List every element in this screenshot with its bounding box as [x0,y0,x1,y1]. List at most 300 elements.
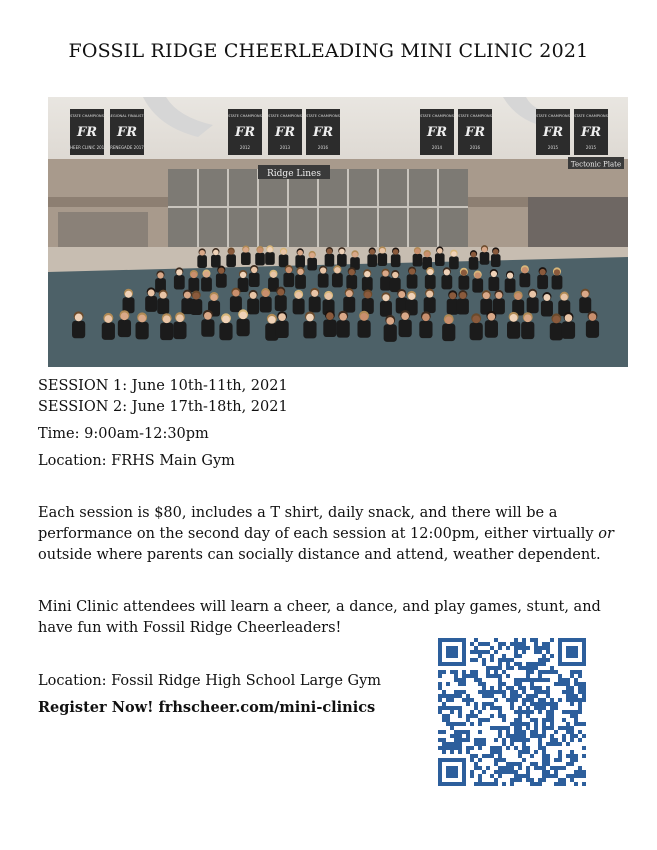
qr-module [574,770,578,774]
qr-module [510,762,514,766]
person [407,267,418,289]
qr-module [526,706,530,710]
qr-module [518,686,522,690]
qr-finder-inner [566,646,578,658]
qr-module [546,690,550,694]
banner-heading: STATE CHAMPIONS [306,114,340,118]
qr-module [518,662,522,666]
qr-module [522,774,526,778]
qr-module [538,678,542,682]
person [380,269,391,291]
qr-module [534,694,538,698]
qr-module [574,698,578,702]
qr-module [510,722,514,726]
person [527,289,539,314]
qr-module [538,710,542,714]
qr-module [574,682,578,686]
qr-module [438,698,442,702]
banner-logo: FR [312,125,334,140]
qr-module [486,702,490,706]
qr-module [438,694,442,698]
qr-module [458,710,462,714]
qr-module [486,650,490,654]
qr-module [582,690,586,694]
qr-module [454,730,458,734]
qr-module [546,742,550,746]
qr-module [518,754,522,758]
qr-module [458,714,462,718]
qr-module [538,686,542,690]
qr-module [438,738,442,742]
qr-module [454,722,458,726]
qr-module [518,766,522,770]
qr-module [514,718,518,722]
person [332,265,343,287]
qr-module [534,678,538,682]
qr-module [510,766,514,770]
qr-module [466,674,470,678]
qr-module [554,670,558,674]
qr-module [570,726,574,730]
qr-module [578,730,582,734]
qr-module [546,718,550,722]
qr-module [474,738,478,742]
qr-module [466,714,470,718]
qr-module [466,702,470,706]
qr-module [506,770,510,774]
qr-module [470,754,474,758]
person [145,287,157,312]
qr-module [522,702,526,706]
qr-module [450,698,454,702]
qr-module [454,746,458,750]
qr-module [526,646,530,650]
qr-module [446,722,450,726]
qr-module [510,742,514,746]
qr-module [498,754,502,758]
person [493,290,505,315]
banner-logo: FR [76,125,98,140]
person [442,314,455,341]
qr-module [502,694,506,698]
qr-module [450,742,454,746]
qr-module [470,746,474,750]
qr-module [542,654,546,658]
person [323,310,336,337]
qr-module [558,754,562,758]
qr-module [546,770,550,774]
qr-module [510,706,514,710]
qr-module [570,694,574,698]
qr-module [558,726,562,730]
person [541,292,553,317]
banner-heading: STATE CHAMPIONS [228,114,262,118]
qr-module [466,698,470,702]
banner [458,109,493,155]
banner-footer: CHEER CLINIC 2015 [67,145,107,150]
qr-module [578,738,582,742]
qr-module [510,770,514,774]
qr-module [582,698,586,702]
qr-module [514,730,518,734]
qr-module [542,730,546,734]
qr-module [578,686,582,690]
person [247,290,259,315]
person [550,313,563,340]
qr-module [542,746,546,750]
banner-heading: STATE CHAMPIONS [268,114,302,118]
qr-module [458,690,462,694]
qr-module [518,734,522,738]
qr-module [478,742,482,746]
banner [108,109,147,155]
qr-module [498,646,502,650]
qr-module [534,782,538,786]
qr-module [502,758,506,762]
person [201,310,214,337]
qr-module [578,710,582,714]
qr-module [542,706,546,710]
qr-module [446,746,450,750]
qr-module [538,742,542,746]
qr-module [446,742,450,746]
qr-module [522,734,526,738]
qr-module [514,698,518,702]
cost-text-italic: or [598,526,614,542]
qr-module [582,774,586,778]
qr-module [518,762,522,766]
qr-module [522,678,526,682]
qr-module [566,686,570,690]
qr-module [458,734,462,738]
qr-module [534,702,538,706]
page-title: FOSSIL RIDGE CHEERLEADING MINI CLINIC 2021 [68,40,589,62]
qr-module [582,782,586,786]
qr-code[interactable] [438,638,586,786]
person [174,267,185,289]
person [275,311,288,338]
qr-module [490,658,494,662]
qr-module [538,662,542,666]
qr-module [506,766,510,770]
activities-paragraph: Mini Clinic attendees will learn a cheer, a dance, and play games, stunt, and have fun with Fossil Ridge Cheerleaders! [38,599,601,636]
qr-module [546,686,550,690]
banner-footer: RENEGADE 2017 [110,145,144,150]
person [362,269,373,291]
qr-module [538,778,542,782]
qr-module [542,722,546,726]
banner-footer: 2016 [317,145,329,150]
qr-module [534,686,538,690]
qr-module [514,646,518,650]
person [216,266,227,288]
person [102,313,115,340]
qr-module [542,698,546,702]
qr-module [574,754,578,758]
qr-module [450,750,454,754]
qr-module [562,782,566,786]
qr-module [450,706,454,710]
qr-module [494,762,498,766]
qr-module [454,694,458,698]
qr-module [554,702,558,706]
qr-module [462,730,466,734]
qr-module [534,750,538,754]
qr-module [514,778,518,782]
qr-module [478,690,482,694]
cost-paragraph [38,503,628,566]
qr-module [442,750,446,754]
qr-module [542,734,546,738]
person [413,247,423,267]
qr-module [486,718,490,722]
qr-module [478,782,482,786]
qr-module [558,782,562,786]
qr-module [490,774,494,778]
qr-module [458,730,462,734]
qr-module [558,766,562,770]
qr-module [542,758,546,762]
qr-module [518,678,522,682]
qr-module [442,730,446,734]
qr-module [482,782,486,786]
qr-module [478,718,482,722]
qr-module [506,746,510,750]
qr-module [526,770,530,774]
qr-module [546,642,550,646]
qr-module [578,770,582,774]
qr-module [546,646,550,650]
qr-module [522,690,526,694]
qr-module [494,666,498,670]
qr-module [566,694,570,698]
qr-module [478,722,482,726]
qr-module [530,778,534,782]
qr-module [566,730,570,734]
person [230,288,242,313]
person [211,248,221,268]
qr-module [582,734,586,738]
qr-module [522,646,526,650]
qr-module [482,650,486,654]
person [378,246,388,266]
qr-module [518,646,522,650]
qr-module [498,770,502,774]
qr-module [498,746,502,750]
qr-module [490,750,494,754]
qr-module [546,658,550,662]
banner [420,109,455,155]
qr-module [498,678,502,682]
qr-module [562,682,566,686]
qr-module [534,766,538,770]
qr-module [566,710,570,714]
qr-module [494,726,498,730]
qr-module [566,754,570,758]
person [491,247,501,267]
qr-module [482,686,486,690]
qr-module [442,670,446,674]
person [238,270,249,292]
qr-module [526,678,530,682]
person [507,312,520,339]
qr-module [550,638,554,642]
qr-module [510,658,514,662]
qr-module [438,706,442,710]
time: Time: 9:00am-12:30pm [38,426,209,442]
person [537,267,548,289]
location-large: Location: Fossil Ridge High School Large Gym [38,673,382,689]
qr-module [550,766,554,770]
person [201,270,212,292]
banner-heading: STATE CHAMPIONS [70,114,104,118]
qr-module [478,650,482,654]
qr-module [582,722,586,726]
register-link[interactable]: Register Now! frhscheer.com/mini-clinics [38,699,376,716]
qr-module [542,766,546,770]
qr-module [542,762,546,766]
qr-module [518,710,522,714]
qr-module [446,718,450,722]
qr-module [454,738,458,742]
qr-module [498,642,502,646]
qr-module [554,738,558,742]
qr-module [550,742,554,746]
qr-module [562,734,566,738]
qr-module [498,774,502,778]
qr-module [538,650,542,654]
cost-text-1: Each session is $80, includes a T shirt, daily snack, and there will be a performance on the second day of each session at 12:00pm, either virtually [38,505,599,542]
qr-module [522,698,526,702]
location-main: Location: FRHS Main Gym [38,453,235,469]
qr-module [550,710,554,714]
qr-module [494,698,498,702]
banner-heading: STATE CHAMPIONS [574,114,608,118]
qr-module [458,678,462,682]
person [136,312,149,339]
qr-module [542,678,546,682]
qr-module [446,682,450,686]
qr-module [438,746,442,750]
qr-module [530,698,534,702]
qr-module [514,654,518,658]
banner [306,109,341,155]
qr-module [526,722,530,726]
person [419,311,432,338]
qr-module [554,730,558,734]
person [197,248,207,268]
qr-module [582,694,586,698]
qr-module [562,690,566,694]
qr-module [474,714,478,718]
qr-module [502,658,506,662]
qr-module [474,706,478,710]
qr-module [502,726,506,730]
qr-module [438,686,442,690]
qr-module [546,758,550,762]
qr-module [546,670,550,674]
person [480,245,490,265]
qr-module [470,658,474,662]
qr-module [490,754,494,758]
qr-module [506,674,510,678]
qr-module [490,782,494,786]
qr-module [514,734,518,738]
qr-module [570,670,574,674]
qr-module [466,718,470,722]
person [488,269,499,291]
person [219,313,232,340]
banner-footer: 2016 [469,145,481,150]
qr-finder-inner [446,766,458,778]
qr-module [522,666,526,670]
qr-module [482,718,486,722]
qr-module [490,654,494,658]
qr-module [438,682,442,686]
qr-module [454,742,458,746]
qr-module [438,674,442,678]
qr-module [506,646,510,650]
qr-module [514,770,518,774]
qr-module [518,778,522,782]
qr-module [514,746,518,750]
qr-module [566,682,570,686]
person [343,288,355,313]
qr-module [446,698,450,702]
qr-module [442,714,446,718]
qr-module [578,702,582,706]
banner-logo: FR [580,125,602,140]
qr-module [522,758,526,762]
qr-module [514,690,518,694]
person [521,312,534,339]
qr-module [526,750,530,754]
person [519,265,530,287]
qr-module [510,642,514,646]
qr-module [510,690,514,694]
qr-module [574,782,578,786]
qr-module [530,718,534,722]
qr-module [526,774,530,778]
qr-module [482,642,486,646]
qr-module [478,758,482,762]
qr-module [498,730,502,734]
qr-module [498,750,502,754]
qr-module [450,670,454,674]
qr-module [570,674,574,678]
qr-module [582,686,586,690]
qr-module [478,774,482,778]
qr-module [542,726,546,730]
qr-module [494,750,498,754]
qr-module [502,690,506,694]
qr-module [514,726,518,730]
qr-module [550,670,554,674]
qr-module [442,694,446,698]
qr-module [514,682,518,686]
qr-module [542,754,546,758]
qr-module [558,778,562,782]
person [449,250,459,270]
qr-module [506,730,510,734]
person [303,311,316,338]
qr-module [482,662,486,666]
qr-module [458,746,462,750]
qr-module [530,686,534,690]
qr-module [570,738,574,742]
qr-module [442,746,446,750]
qr-module [494,770,498,774]
